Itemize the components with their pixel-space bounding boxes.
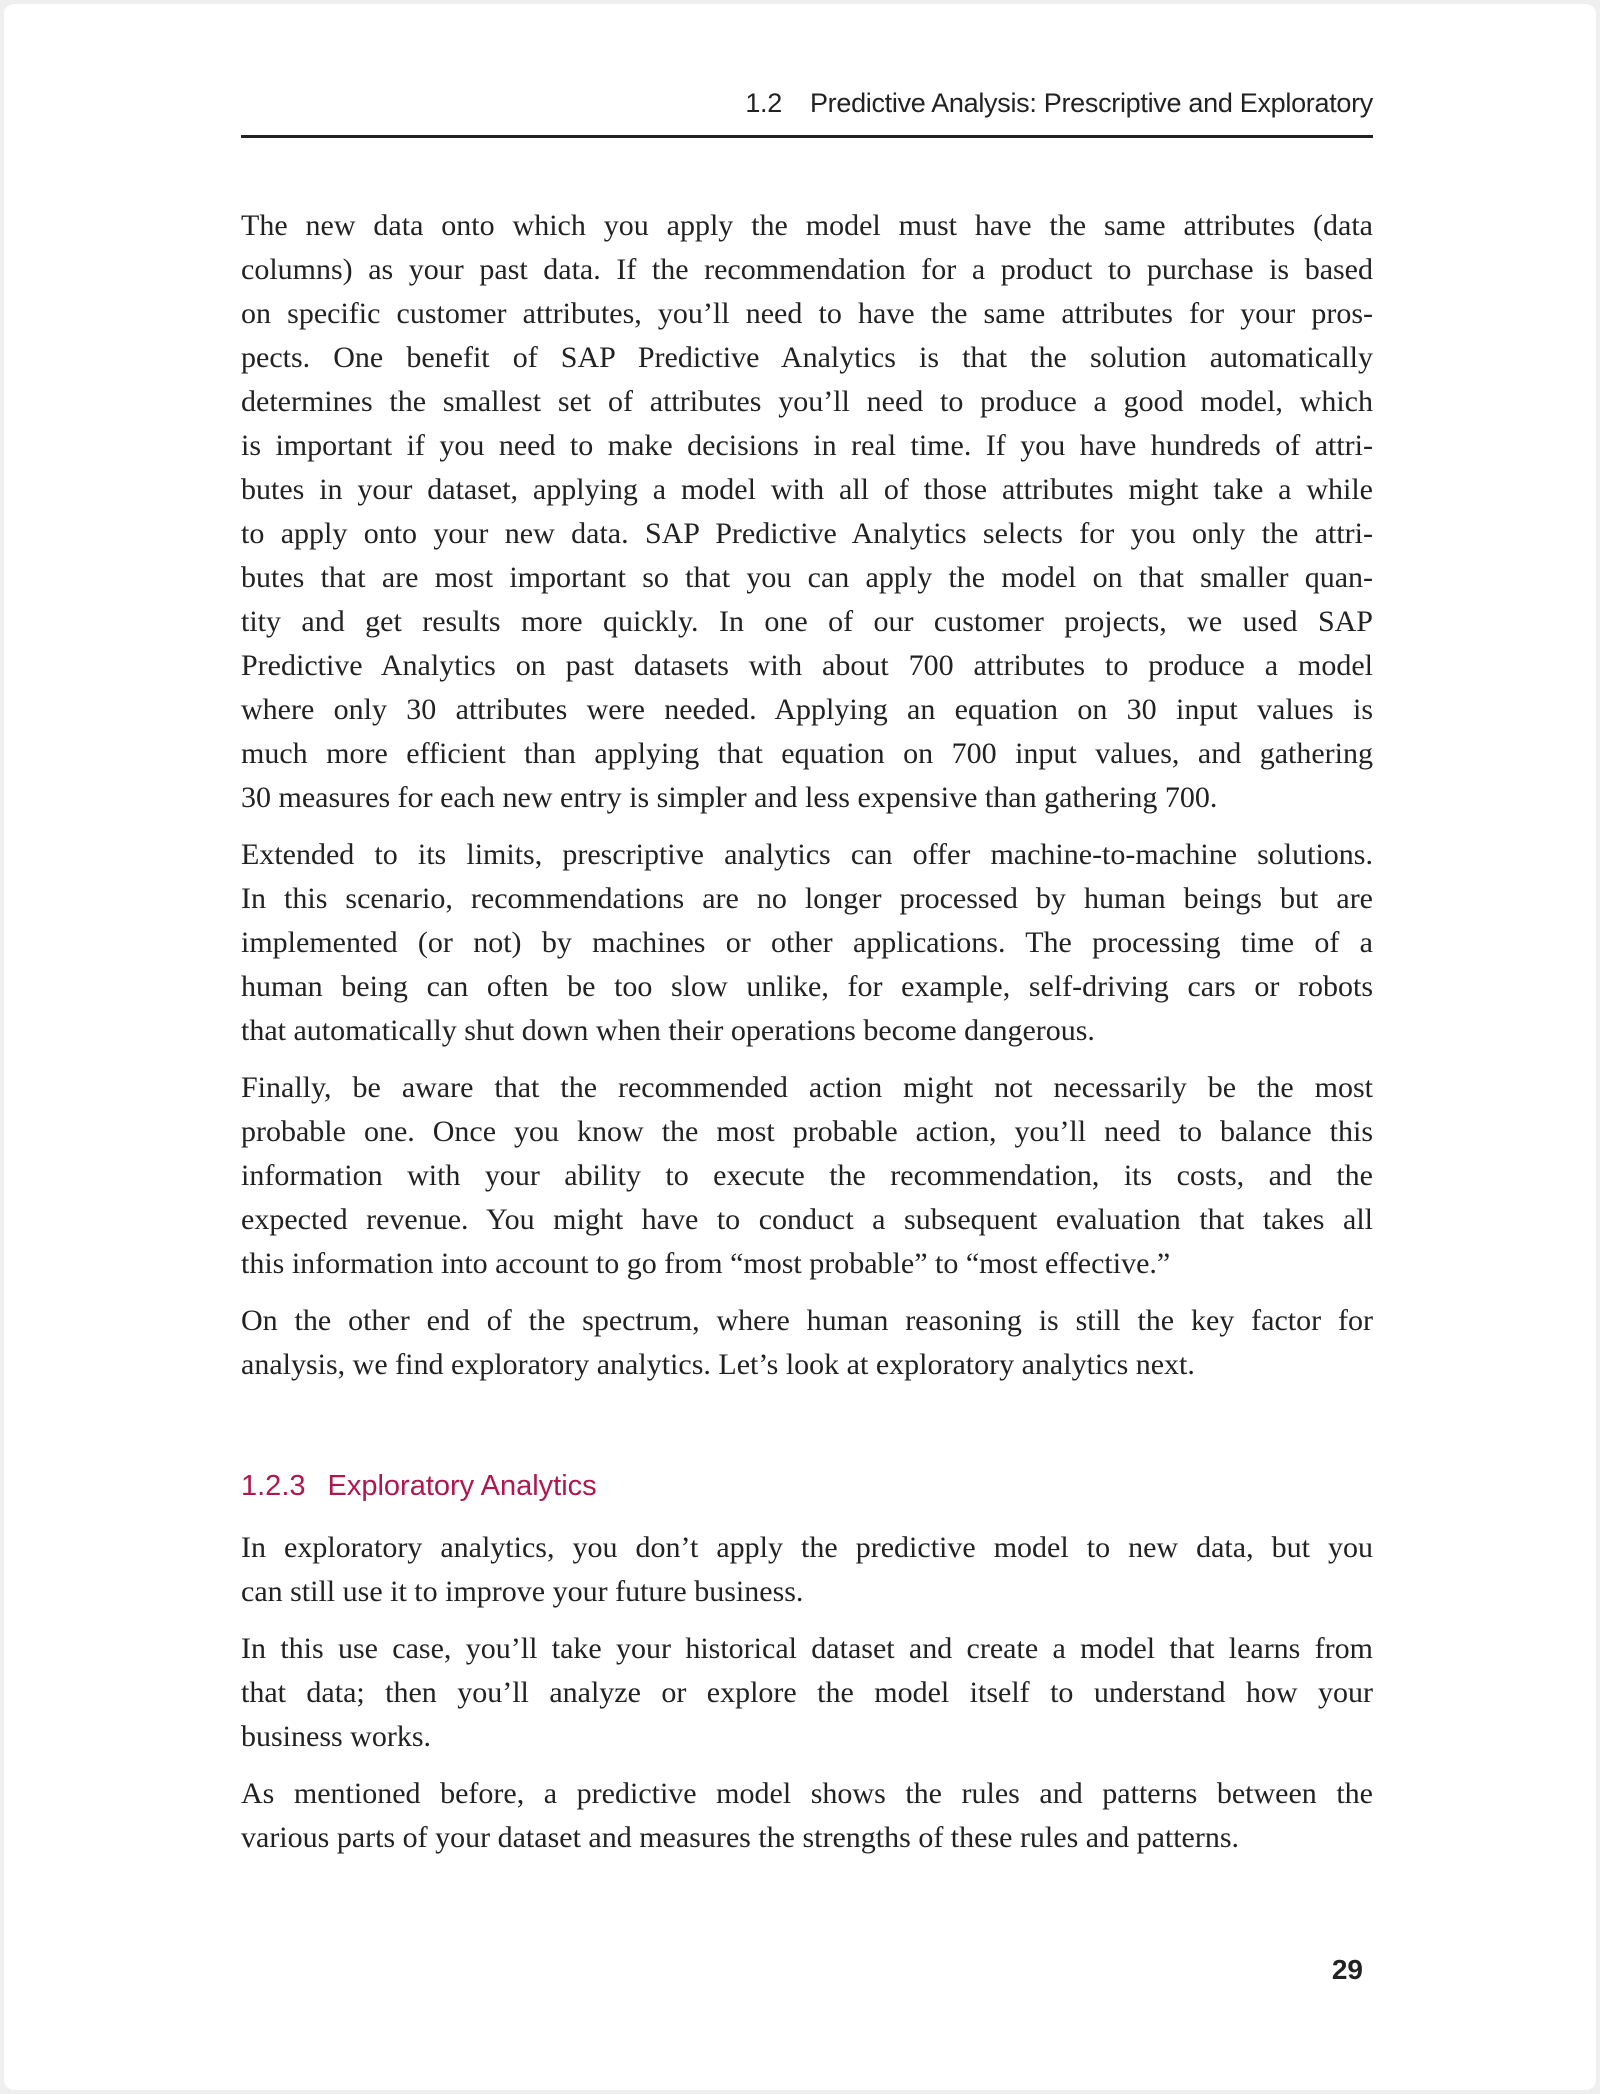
section-heading xyxy=(241,1470,597,1503)
text-line: tity and get results more quickly. In one of our customer projects, we used SAP xyxy=(241,605,1373,638)
text-line: As mentioned before, a predictive model shows the rules and patterns between the xyxy=(241,1777,1373,1810)
section-title: Exploratory Analytics xyxy=(327,1470,597,1502)
book-page xyxy=(4,4,1596,2090)
text-line: Predictive Analytics on past datasets with about 700 attributes to produce a model xyxy=(241,649,1373,682)
paragraph xyxy=(241,204,1373,820)
text-line: Extended to its limits, prescriptive analytics can offer machine-to-machine solutions. xyxy=(241,838,1373,871)
text-line: information with your ability to execute the recommendation, its costs, and the xyxy=(241,1159,1373,1192)
text-line: probable one. Once you know the most probable action, you’ll need to balance this xyxy=(241,1115,1373,1148)
paragraph xyxy=(241,833,1373,1053)
text-line: can still use it to improve your future business. xyxy=(241,1575,804,1608)
section-number: 1.2.3 xyxy=(241,1470,306,1502)
header-rule xyxy=(241,135,1373,138)
text-line: butes in your dataset, applying a model with all of those attributes might take a while xyxy=(241,473,1373,506)
text-line: The new data onto which you apply the model must have the same attributes (data xyxy=(241,209,1373,242)
text-line: determines the smallest set of attributes you’ll need to produce a good model, which xyxy=(241,385,1373,418)
text-line: this information into account to go from “most probable” to “most effective.” xyxy=(241,1247,1171,1280)
text-line: pects. One benefit of SAP Predictive Analytics is that the solution automatically xyxy=(241,341,1373,374)
text-line: columns) as your past data. If the recommendation for a product to purchase is based xyxy=(241,253,1373,286)
paragraph xyxy=(241,1526,1373,1614)
text-line: to apply onto your new data. SAP Predictive Analytics selects for you only the attri- xyxy=(241,517,1373,550)
text-line: much more efficient than applying that equation on 700 input values, and gathering xyxy=(241,737,1373,770)
text-line: 30 measures for each new entry is simpler and less expensive than gathering 700. xyxy=(241,781,1218,814)
text-line: In exploratory analytics, you don’t apply the predictive model to new data, but you xyxy=(241,1531,1373,1564)
text-line: analysis, we find exploratory analytics. Let’s look at exploratory analytics next. xyxy=(241,1348,1195,1381)
text-line: where only 30 attributes were needed. Applying an equation on 30 input values is xyxy=(241,693,1373,726)
header-section-number: 1.2 xyxy=(745,88,782,118)
paragraph xyxy=(241,1299,1373,1387)
text-line: implemented (or not) by machines or other applications. The processing time of a xyxy=(241,926,1373,959)
paragraph xyxy=(241,1772,1373,1860)
text-line: Finally, be aware that the recommended action might not necessarily be the most xyxy=(241,1071,1373,1104)
page-number: 29 xyxy=(1331,1954,1363,1985)
text-line: In this scenario, recommendations are no longer processed by human beings but are xyxy=(241,882,1373,915)
running-header xyxy=(241,88,1373,119)
body-text-after xyxy=(241,1526,1373,1873)
text-line: expected revenue. You might have to conduct a subsequent evaluation that takes all xyxy=(241,1203,1373,1236)
text-line: human being can often be too slow unlike, for example, self-driving cars or robots xyxy=(241,970,1373,1003)
body-text-before xyxy=(241,204,1373,1400)
text-line: that automatically shut down when their operations become dangerous. xyxy=(241,1014,1095,1047)
text-line: on specific customer attributes, you’ll need to have the same attributes for your pros- xyxy=(241,297,1373,330)
header-section-title: Predictive Analysis: Prescriptive and Exploratory xyxy=(809,88,1373,118)
text-line: various parts of your dataset and measures the strengths of these rules and patterns. xyxy=(241,1821,1240,1854)
text-line: that data; then you’ll analyze or explore the model itself to understand how your xyxy=(241,1676,1373,1709)
text-line: In this use case, you’ll take your historical dataset and create a model that learns from xyxy=(241,1632,1373,1665)
paragraph xyxy=(241,1627,1373,1759)
paragraph xyxy=(241,1066,1373,1286)
text-line: is important if you need to make decisions in real time. If you have hundreds of attri- xyxy=(241,429,1373,462)
text-line: On the other end of the spectrum, where human reasoning is still the key factor for xyxy=(241,1304,1373,1337)
text-line: butes that are most important so that you can apply the model on that smaller quan- xyxy=(241,561,1373,594)
text-line: business works. xyxy=(241,1720,432,1753)
